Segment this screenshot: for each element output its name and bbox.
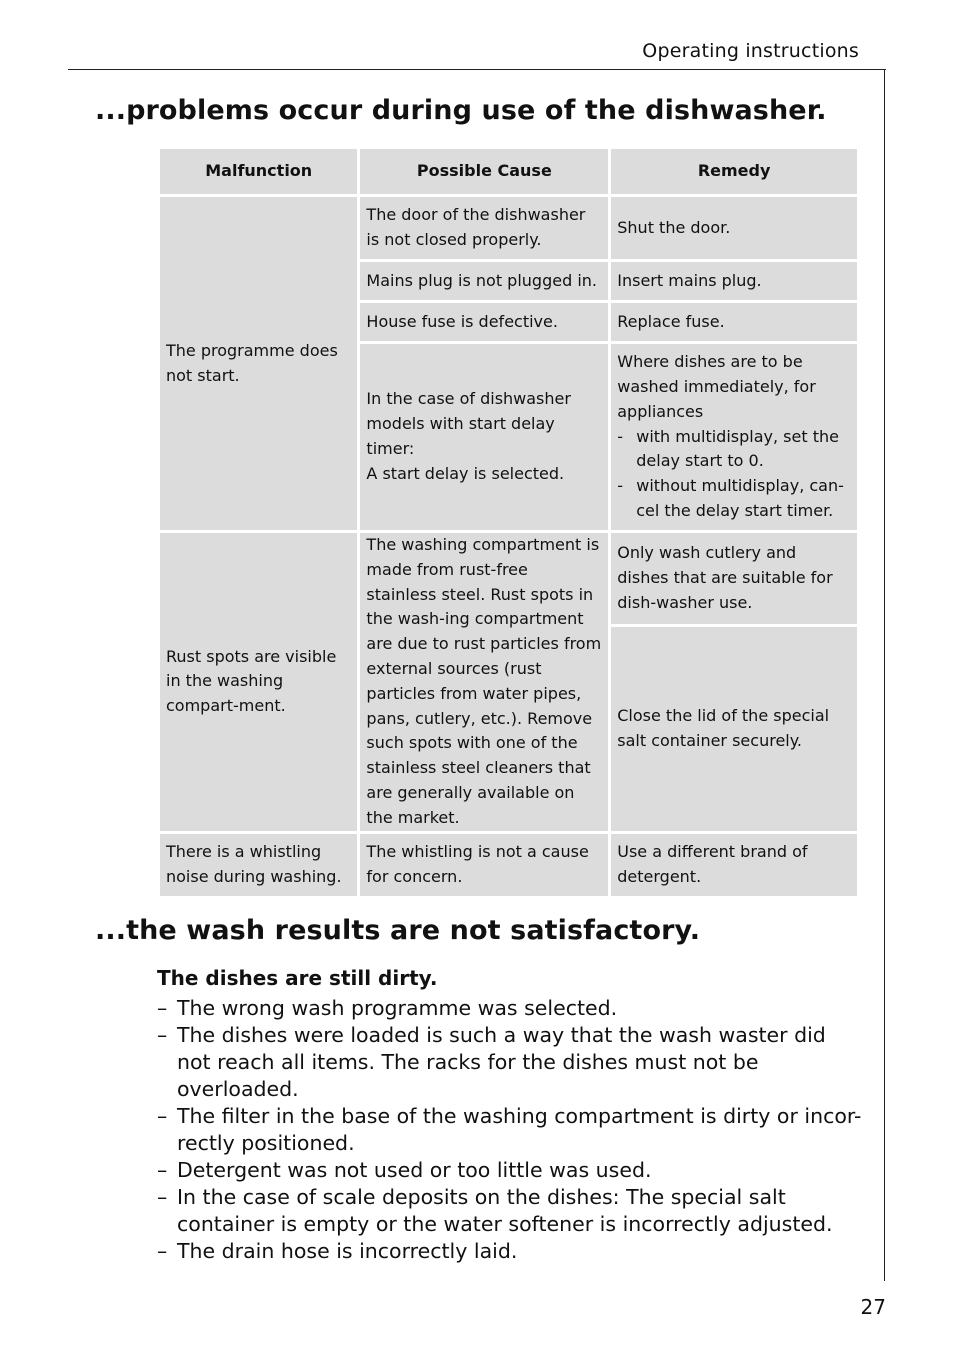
section-title-wash-results: ...the wash results are not satisfactory. <box>95 915 701 946</box>
table-row <box>160 834 857 896</box>
cause-cell <box>360 344 608 530</box>
list-item: - without multidisplay, can-cel the delay start timer. <box>617 474 851 524</box>
remedy-cell <box>611 344 857 530</box>
remedy-cell: Only wash cutlery and dishes that are suitable for dish-washer use. <box>611 533 857 624</box>
remedy-cell: Insert mains plug. <box>611 262 857 300</box>
subheading-dishes-dirty: The dishes are still dirty. <box>157 966 438 990</box>
section-title-problems: ...problems occur during use of the dishwasher. <box>95 95 827 126</box>
malfunction-cell: The programme does not start. <box>160 197 357 530</box>
cause-cell: The door of the dishwasher is not closed properly. <box>360 197 608 259</box>
list-item: - with multidisplay, set the delay start to 0. <box>617 425 851 475</box>
list-item: – The dishes were loaded is such a way that the wash waster did not reach all items. The racks for the dishes must not be overloaded. <box>157 1022 862 1103</box>
running-header: Operating instructions <box>642 40 859 62</box>
column-header-malfunction: Malfunction <box>160 149 357 194</box>
cause-cell: The washing compartment is made from rust-free stainless steel. Rust spots in the wash-ing compartment are due to rust particles from external sources (rust particles from water pipes, pans, cutlery, etc.). Remove such spots with one of the stainless steel cleaners that are generally available on the market. <box>360 533 608 831</box>
list-item: – The drain hose is incorrectly laid. <box>157 1238 862 1265</box>
cause-cell: The whistling is not a cause for concern. <box>360 834 608 896</box>
remedy-list <box>617 425 851 524</box>
malfunction-cell: Rust spots are visible in the washing compart-ment. <box>160 533 357 831</box>
header-rule <box>68 69 886 70</box>
cause-cell: House fuse is defective. <box>360 303 608 341</box>
dirty-dishes-causes-list <box>157 995 862 1265</box>
remedy-intro: Where dishes are to be washed immediately, for appliances <box>617 352 816 421</box>
list-item: – The wrong wash programme was selected. <box>157 995 862 1022</box>
list-item: – The filter in the base of the washing compartment is dirty or incor-rectly positioned. <box>157 1103 862 1157</box>
list-item: – Detergent was not used or too little was used. <box>157 1157 862 1184</box>
cause-cell: Mains plug is not plugged in. <box>360 262 608 300</box>
column-header-cause: Possible Cause <box>360 149 608 194</box>
cause-line: In the case of dishwasher models with start delay timer: <box>366 389 571 458</box>
side-rule <box>884 69 885 1281</box>
table-row <box>160 197 857 259</box>
troubleshooting-table <box>157 146 860 899</box>
table-header-row <box>160 149 857 194</box>
remedy-cell: Shut the door. <box>611 197 857 259</box>
malfunction-cell: There is a whistling noise during washing. <box>160 834 357 896</box>
remedy-cell: Replace fuse. <box>611 303 857 341</box>
table-row <box>160 533 857 624</box>
list-item: – In the case of scale deposits on the dishes: The special salt container is empty or the water softener is incorrectly adjusted. <box>157 1184 862 1238</box>
cause-line: A start delay is selected. <box>366 463 565 483</box>
remedy-cell: Close the lid of the special salt container securely. <box>611 627 857 831</box>
column-header-remedy: Remedy <box>611 149 857 194</box>
page-number: 27 <box>860 1295 886 1319</box>
remedy-cell: Use a different brand of detergent. <box>611 834 857 896</box>
